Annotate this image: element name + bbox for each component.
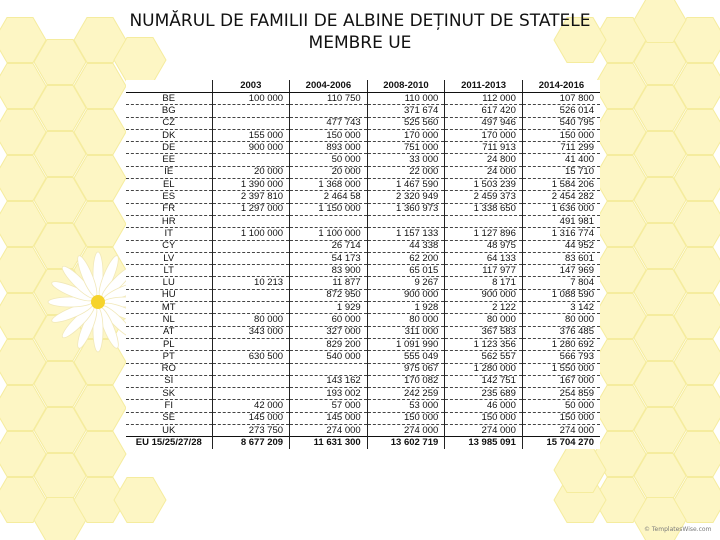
column-header xyxy=(126,80,212,93)
value-cell: 1 100 000 xyxy=(212,228,290,240)
value-cell: 327 000 xyxy=(290,326,368,338)
value-cell: 150 000 xyxy=(290,129,368,141)
value-cell: 540 000 xyxy=(290,351,368,363)
value-cell: 150 000 xyxy=(522,129,600,141)
country-cell: HU xyxy=(126,289,212,301)
value-cell: 497 946 xyxy=(445,117,523,129)
page-title xyxy=(80,10,640,54)
value-cell: 20 000 xyxy=(212,166,290,178)
value-cell: 566 793 xyxy=(522,351,600,363)
table-row xyxy=(126,338,600,350)
value-cell: 150 000 xyxy=(367,412,445,424)
table-row xyxy=(126,400,600,412)
country-cell: MT xyxy=(126,302,212,314)
country-cell: FR xyxy=(126,203,212,215)
value-cell: 630 500 xyxy=(212,351,290,363)
country-cell: EL xyxy=(126,179,212,191)
table-row xyxy=(126,388,600,400)
value-cell: 100 000 xyxy=(212,93,290,105)
table-row xyxy=(126,129,600,141)
value-cell: 1 929 xyxy=(290,302,368,314)
value-cell: 112 000 xyxy=(445,93,523,105)
value-cell: 1 297 000 xyxy=(212,203,290,215)
value-cell: 1 100 000 xyxy=(290,228,368,240)
value-cell: 711 913 xyxy=(445,142,523,154)
value-cell: 9 267 xyxy=(367,277,445,289)
value-cell: 1 503 239 xyxy=(445,179,523,191)
table-row xyxy=(126,265,600,277)
value-cell xyxy=(212,363,290,375)
value-cell xyxy=(212,154,290,166)
table-row xyxy=(126,105,600,117)
column-header: 2004-2006 xyxy=(290,80,368,93)
value-cell: 42 000 xyxy=(212,400,290,412)
value-cell: 54 173 xyxy=(290,252,368,264)
table-row xyxy=(126,277,600,289)
value-cell: 274 000 xyxy=(367,425,445,437)
value-cell: 1 157 133 xyxy=(367,228,445,240)
value-cell: 48 975 xyxy=(445,240,523,252)
table-row xyxy=(126,93,600,105)
value-cell: 1 280 000 xyxy=(445,363,523,375)
table-header-row xyxy=(126,80,600,93)
value-cell: 46 000 xyxy=(445,400,523,412)
table-row xyxy=(126,302,600,314)
value-cell: 900 000 xyxy=(212,142,290,154)
table-row xyxy=(126,326,600,338)
value-cell: 235 689 xyxy=(445,388,523,400)
country-cell: SI xyxy=(126,375,212,387)
value-cell: 274 000 xyxy=(445,425,523,437)
value-cell: 50 000 xyxy=(522,400,600,412)
total-label-cell: EU 15/25/27/28 xyxy=(126,437,212,449)
value-cell: 711 299 xyxy=(522,142,600,154)
value-cell xyxy=(212,388,290,400)
country-cell: SK xyxy=(126,388,212,400)
column-header: 2014-2016 xyxy=(522,80,600,93)
value-cell: 33 000 xyxy=(367,154,445,166)
table-row xyxy=(126,154,600,166)
table-row xyxy=(126,166,600,178)
credit-text: © TemplatesWise.com xyxy=(644,526,712,533)
value-cell: 975 067 xyxy=(367,363,445,375)
table-row xyxy=(126,252,600,264)
country-cell: BG xyxy=(126,105,212,117)
value-cell: 26 714 xyxy=(290,240,368,252)
country-cell: IE xyxy=(126,166,212,178)
value-cell: 7 804 xyxy=(522,277,600,289)
value-cell: 254 859 xyxy=(522,388,600,400)
value-cell: 80 000 xyxy=(522,314,600,326)
value-cell: 900 000 xyxy=(445,289,523,301)
country-cell: PT xyxy=(126,351,212,363)
value-cell xyxy=(212,375,290,387)
value-cell: 1 550 000 xyxy=(522,363,600,375)
value-cell: 562 557 xyxy=(445,351,523,363)
table-row xyxy=(126,412,600,424)
country-cell: LU xyxy=(126,277,212,289)
country-cell: AT xyxy=(126,326,212,338)
value-cell: 150 000 xyxy=(522,412,600,424)
value-cell: 193 002 xyxy=(290,388,368,400)
value-cell: 2 464 58 xyxy=(290,191,368,203)
column-header: 2003 xyxy=(212,80,290,93)
value-cell: 80 000 xyxy=(445,314,523,326)
country-cell: PL xyxy=(126,338,212,350)
value-cell: 64 133 xyxy=(445,252,523,264)
country-cell: UK xyxy=(126,425,212,437)
value-cell: 145 000 xyxy=(212,412,290,424)
title-line-1: NUMĂRUL DE FAMILII DE ALBINE DEȚINUT DE STATELE xyxy=(129,11,591,31)
country-cell: IT xyxy=(126,228,212,240)
value-cell: 44 338 xyxy=(367,240,445,252)
value-cell: 80 000 xyxy=(367,314,445,326)
total-value-cell: 11 631 300 xyxy=(290,437,368,449)
honeycomb-cell xyxy=(114,478,166,523)
value-cell: 110 000 xyxy=(367,93,445,105)
value-cell: 53 000 xyxy=(367,400,445,412)
table-row xyxy=(126,203,600,215)
value-cell: 274 000 xyxy=(290,425,368,437)
country-cell: RO xyxy=(126,363,212,375)
value-cell: 242 259 xyxy=(367,388,445,400)
value-cell: 22 000 xyxy=(367,166,445,178)
value-cell xyxy=(212,240,290,252)
value-cell: 15 710 xyxy=(522,166,600,178)
value-cell: 477 743 xyxy=(290,117,368,129)
value-cell: 170 000 xyxy=(445,129,523,141)
table-row xyxy=(126,314,600,326)
total-value-cell: 13 602 719 xyxy=(367,437,445,449)
value-cell: 147 969 xyxy=(522,265,600,277)
value-cell: 145 000 xyxy=(290,412,368,424)
value-cell: 60 000 xyxy=(290,314,368,326)
value-cell: 20 000 xyxy=(290,166,368,178)
country-cell: EE xyxy=(126,154,212,166)
country-cell: CY xyxy=(126,240,212,252)
value-cell: 1 368 000 xyxy=(290,179,368,191)
country-cell: CZ xyxy=(126,117,212,129)
value-cell: 155 000 xyxy=(212,129,290,141)
value-cell: 11 877 xyxy=(290,277,368,289)
value-cell: 872 950 xyxy=(290,289,368,301)
value-cell: 1 338 650 xyxy=(445,203,523,215)
value-cell: 1 928 xyxy=(367,302,445,314)
value-cell: 1 584 206 xyxy=(522,179,600,191)
value-cell: 893 000 xyxy=(290,142,368,154)
column-header: 2008-2010 xyxy=(367,80,445,93)
table-row xyxy=(126,363,600,375)
value-cell: 617 420 xyxy=(445,105,523,117)
table-row xyxy=(126,179,600,191)
value-cell: 83 900 xyxy=(290,265,368,277)
value-cell xyxy=(212,117,290,129)
country-cell: DK xyxy=(126,129,212,141)
beehive-table xyxy=(126,80,600,449)
value-cell: 751 000 xyxy=(367,142,445,154)
value-cell: 143 162 xyxy=(290,375,368,387)
country-cell: LV xyxy=(126,252,212,264)
value-cell: 44 952 xyxy=(522,240,600,252)
country-cell: ES xyxy=(126,191,212,203)
value-cell: 829 200 xyxy=(290,338,368,350)
value-cell xyxy=(445,215,523,227)
table-row xyxy=(126,117,600,129)
value-cell: 2 454 282 xyxy=(522,191,600,203)
value-cell xyxy=(212,338,290,350)
table-row xyxy=(126,215,600,227)
value-cell: 107 800 xyxy=(522,93,600,105)
value-cell: 170 082 xyxy=(367,375,445,387)
value-cell: 491 981 xyxy=(522,215,600,227)
value-cell: 1 127 896 xyxy=(445,228,523,240)
value-cell xyxy=(290,363,368,375)
value-cell: 117 977 xyxy=(445,265,523,277)
value-cell: 525 560 xyxy=(367,117,445,129)
country-cell: FI xyxy=(126,400,212,412)
value-cell: 1 390 000 xyxy=(212,179,290,191)
country-cell: DE xyxy=(126,142,212,154)
value-cell: 50 000 xyxy=(290,154,368,166)
value-cell: 80 000 xyxy=(212,314,290,326)
value-cell: 83 601 xyxy=(522,252,600,264)
value-cell: 1 123 356 xyxy=(445,338,523,350)
value-cell: 900 000 xyxy=(367,289,445,301)
value-cell: 371 674 xyxy=(367,105,445,117)
value-cell: 1 636 000 xyxy=(522,203,600,215)
value-cell: 2 397 810 xyxy=(212,191,290,203)
country-cell: LT xyxy=(126,265,212,277)
value-cell: 167 000 xyxy=(522,375,600,387)
value-cell: 8 171 xyxy=(445,277,523,289)
value-cell: 150 000 xyxy=(445,412,523,424)
value-cell: 24 800 xyxy=(445,154,523,166)
value-cell: 41 400 xyxy=(522,154,600,166)
value-cell: 10 213 xyxy=(212,277,290,289)
value-cell: 65 015 xyxy=(367,265,445,277)
value-cell: 376 485 xyxy=(522,326,600,338)
value-cell: 1 280 692 xyxy=(522,338,600,350)
value-cell: 170 000 xyxy=(367,129,445,141)
table-row xyxy=(126,228,600,240)
column-header: 2011-2013 xyxy=(445,80,523,93)
value-cell: 110 750 xyxy=(290,93,368,105)
value-cell: 57 000 xyxy=(290,400,368,412)
value-cell: 540 795 xyxy=(522,117,600,129)
country-cell: HR xyxy=(126,215,212,227)
value-cell: 1 360 973 xyxy=(367,203,445,215)
table-row xyxy=(126,351,600,363)
value-cell: 62 200 xyxy=(367,252,445,264)
value-cell: 274 000 xyxy=(522,425,600,437)
value-cell xyxy=(212,252,290,264)
value-cell: 2 320 949 xyxy=(367,191,445,203)
value-cell xyxy=(212,302,290,314)
value-cell: 2 122 xyxy=(445,302,523,314)
value-cell xyxy=(367,215,445,227)
value-cell: 1 091 990 xyxy=(367,338,445,350)
total-row xyxy=(126,437,600,449)
table-row xyxy=(126,289,600,301)
value-cell xyxy=(212,215,290,227)
value-cell xyxy=(212,289,290,301)
country-cell: BE xyxy=(126,93,212,105)
value-cell: 1 150 000 xyxy=(290,203,368,215)
value-cell: 142 751 xyxy=(445,375,523,387)
value-cell: 1 088 590 xyxy=(522,289,600,301)
value-cell: 2 459 373 xyxy=(445,191,523,203)
table-row xyxy=(126,375,600,387)
table-row xyxy=(126,425,600,437)
value-cell: 3 142 xyxy=(522,302,600,314)
value-cell xyxy=(290,215,368,227)
total-value-cell: 8 677 209 xyxy=(212,437,290,449)
value-cell xyxy=(290,105,368,117)
value-cell: 555 049 xyxy=(367,351,445,363)
value-cell xyxy=(212,265,290,277)
table-row xyxy=(126,191,600,203)
country-cell: SE xyxy=(126,412,212,424)
value-cell xyxy=(212,105,290,117)
title-line-2: MEMBRE UE xyxy=(308,33,412,53)
value-cell: 343 000 xyxy=(212,326,290,338)
total-value-cell: 15 704 270 xyxy=(522,437,600,449)
value-cell: 1 467 590 xyxy=(367,179,445,191)
value-cell: 367 583 xyxy=(445,326,523,338)
country-cell: NL xyxy=(126,314,212,326)
table-row xyxy=(126,142,600,154)
table-row xyxy=(126,240,600,252)
value-cell: 1 316 774 xyxy=(522,228,600,240)
value-cell: 526 014 xyxy=(522,105,600,117)
total-value-cell: 13 985 091 xyxy=(445,437,523,449)
value-cell: 311 000 xyxy=(367,326,445,338)
value-cell: 273 750 xyxy=(212,425,290,437)
value-cell: 24 000 xyxy=(445,166,523,178)
